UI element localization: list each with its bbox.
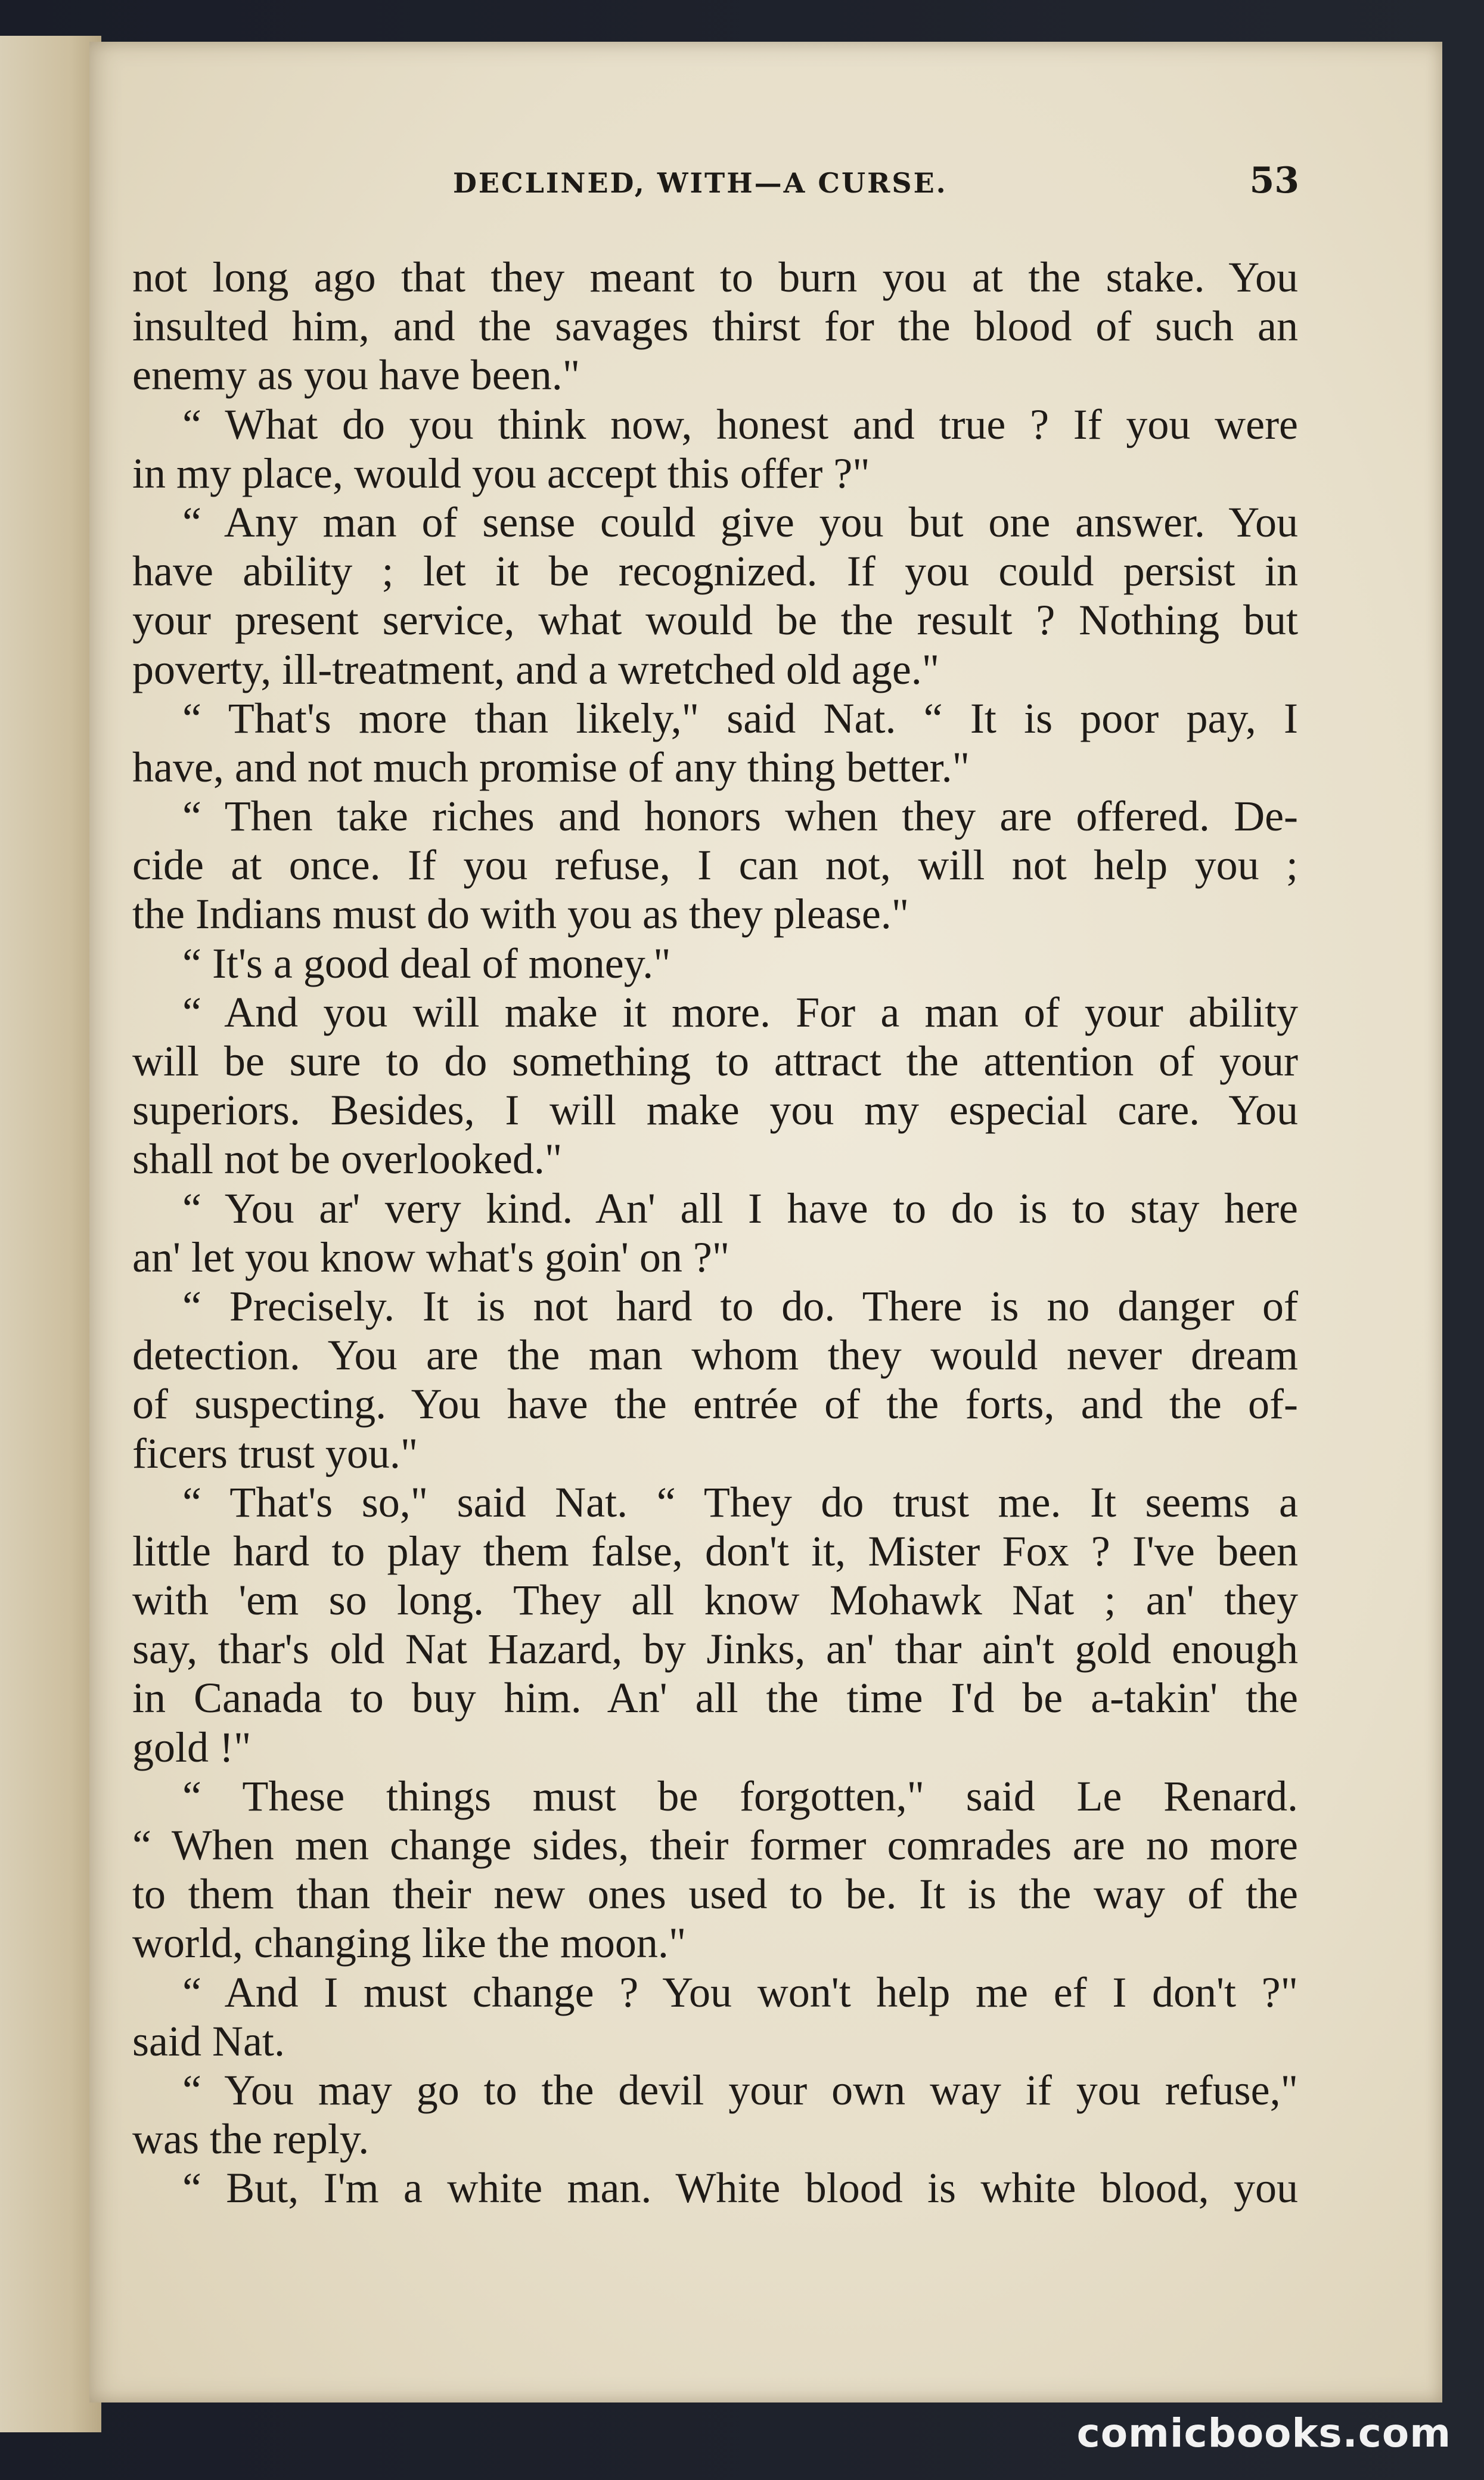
- text-line: “ And I must change ? You won't help me ef I don't ?": [182, 1968, 1298, 2016]
- text-line: the Indians must do with you as they please.": [132, 890, 909, 938]
- text-line: “ But, I'm a white man. White blood is white blood, you: [182, 2164, 1298, 2212]
- running-head: [131, 155, 1299, 209]
- text-line: detection. You are the man whom they would never dream: [132, 1331, 1298, 1380]
- text-line: your present service, what would be the result ? Nothing but: [132, 596, 1298, 644]
- text-line: in Canada to buy him. An' all the time I'd be a-takin' the: [132, 1674, 1298, 1722]
- page-header-title: DECLINED, WITH—A CURSE.: [453, 167, 948, 199]
- text-line: “ These things must be forgotten," said Le Renard.: [182, 1772, 1298, 1820]
- text-line: enemy as you have been.": [132, 351, 580, 399]
- text-line: insulted him, and the savages thirst for the blood of such an: [132, 302, 1298, 351]
- text-line: little hard to play them false, don't it, Mister Fox ? I've been: [132, 1527, 1298, 1575]
- facing-page-edge: [0, 36, 101, 2432]
- text-line: said Nat.: [132, 2017, 285, 2065]
- text-line: world, changing like the moon.": [132, 1919, 687, 1967]
- text-line: not long ago that they meant to burn you at the stake. You: [132, 253, 1298, 301]
- text-line: “ You may go to the devil your own way if you refuse,": [182, 2066, 1298, 2114]
- text-line: of suspecting. You have the entrée of the forts, and the of-: [132, 1380, 1298, 1428]
- text-line: was the reply.: [132, 2115, 370, 2163]
- body-text: [132, 253, 1298, 2244]
- text-line: cide at once. If you refuse, I can not, will not help you ;: [132, 841, 1298, 889]
- text-line: ficers trust you.": [132, 1429, 418, 1477]
- text-line: have ability ; let it be recognized. If you could persist in: [132, 547, 1298, 596]
- text-line: “ And you will make it more. For a man of your ability: [182, 988, 1298, 1036]
- text-line: “ That's more than likely," said Nat. “ It is poor pay, I: [182, 694, 1298, 742]
- text-line: say, thar's old Nat Hazard, by Jinks, an' thar ain't gold enough: [132, 1625, 1298, 1673]
- text-line: to them than their new ones used to be. It is the way of the: [132, 1870, 1298, 1918]
- text-line: “ When men change sides, their former comrades are no more: [132, 1821, 1298, 1869]
- text-line: “ Then take riches and honors when they are offered. De-: [182, 792, 1298, 841]
- site-watermark: comicbooks.com: [1076, 2410, 1451, 2456]
- text-line: “ That's so," said Nat. “ They do trust me. It seems a: [182, 1478, 1298, 1526]
- page-number: 53: [1249, 160, 1299, 202]
- text-line: in my place, would you accept this offer ?": [132, 449, 870, 497]
- text-line: “ What do you think now, honest and true ? If you were: [182, 400, 1298, 448]
- text-line: poverty, ill-treatment, and a wretched old age.": [132, 645, 940, 693]
- text-line: gold !": [132, 1723, 252, 1771]
- text-line: an' let you know what's goin' on ?": [132, 1233, 730, 1281]
- text-line: “ Any man of sense could give you but one answer. You: [182, 498, 1298, 546]
- text-line: with 'em so long. They all know Mohawk Nat ; an' they: [132, 1576, 1298, 1625]
- text-line: will be sure to do something to attract the attention of your: [132, 1037, 1298, 1085]
- text-line: superiors. Besides, I will make you my especial care. You: [132, 1086, 1298, 1134]
- text-line: “ You ar' very kind. An' all I have to do is to stay here: [182, 1184, 1298, 1232]
- text-line: “ Precisely. It is not hard to do. There is no danger of: [182, 1282, 1298, 1330]
- text-line: “ It's a good deal of money.": [182, 939, 671, 987]
- text-line: have, and not much promise of any thing better.": [132, 743, 970, 791]
- text-line: shall not be overlooked.": [132, 1135, 563, 1183]
